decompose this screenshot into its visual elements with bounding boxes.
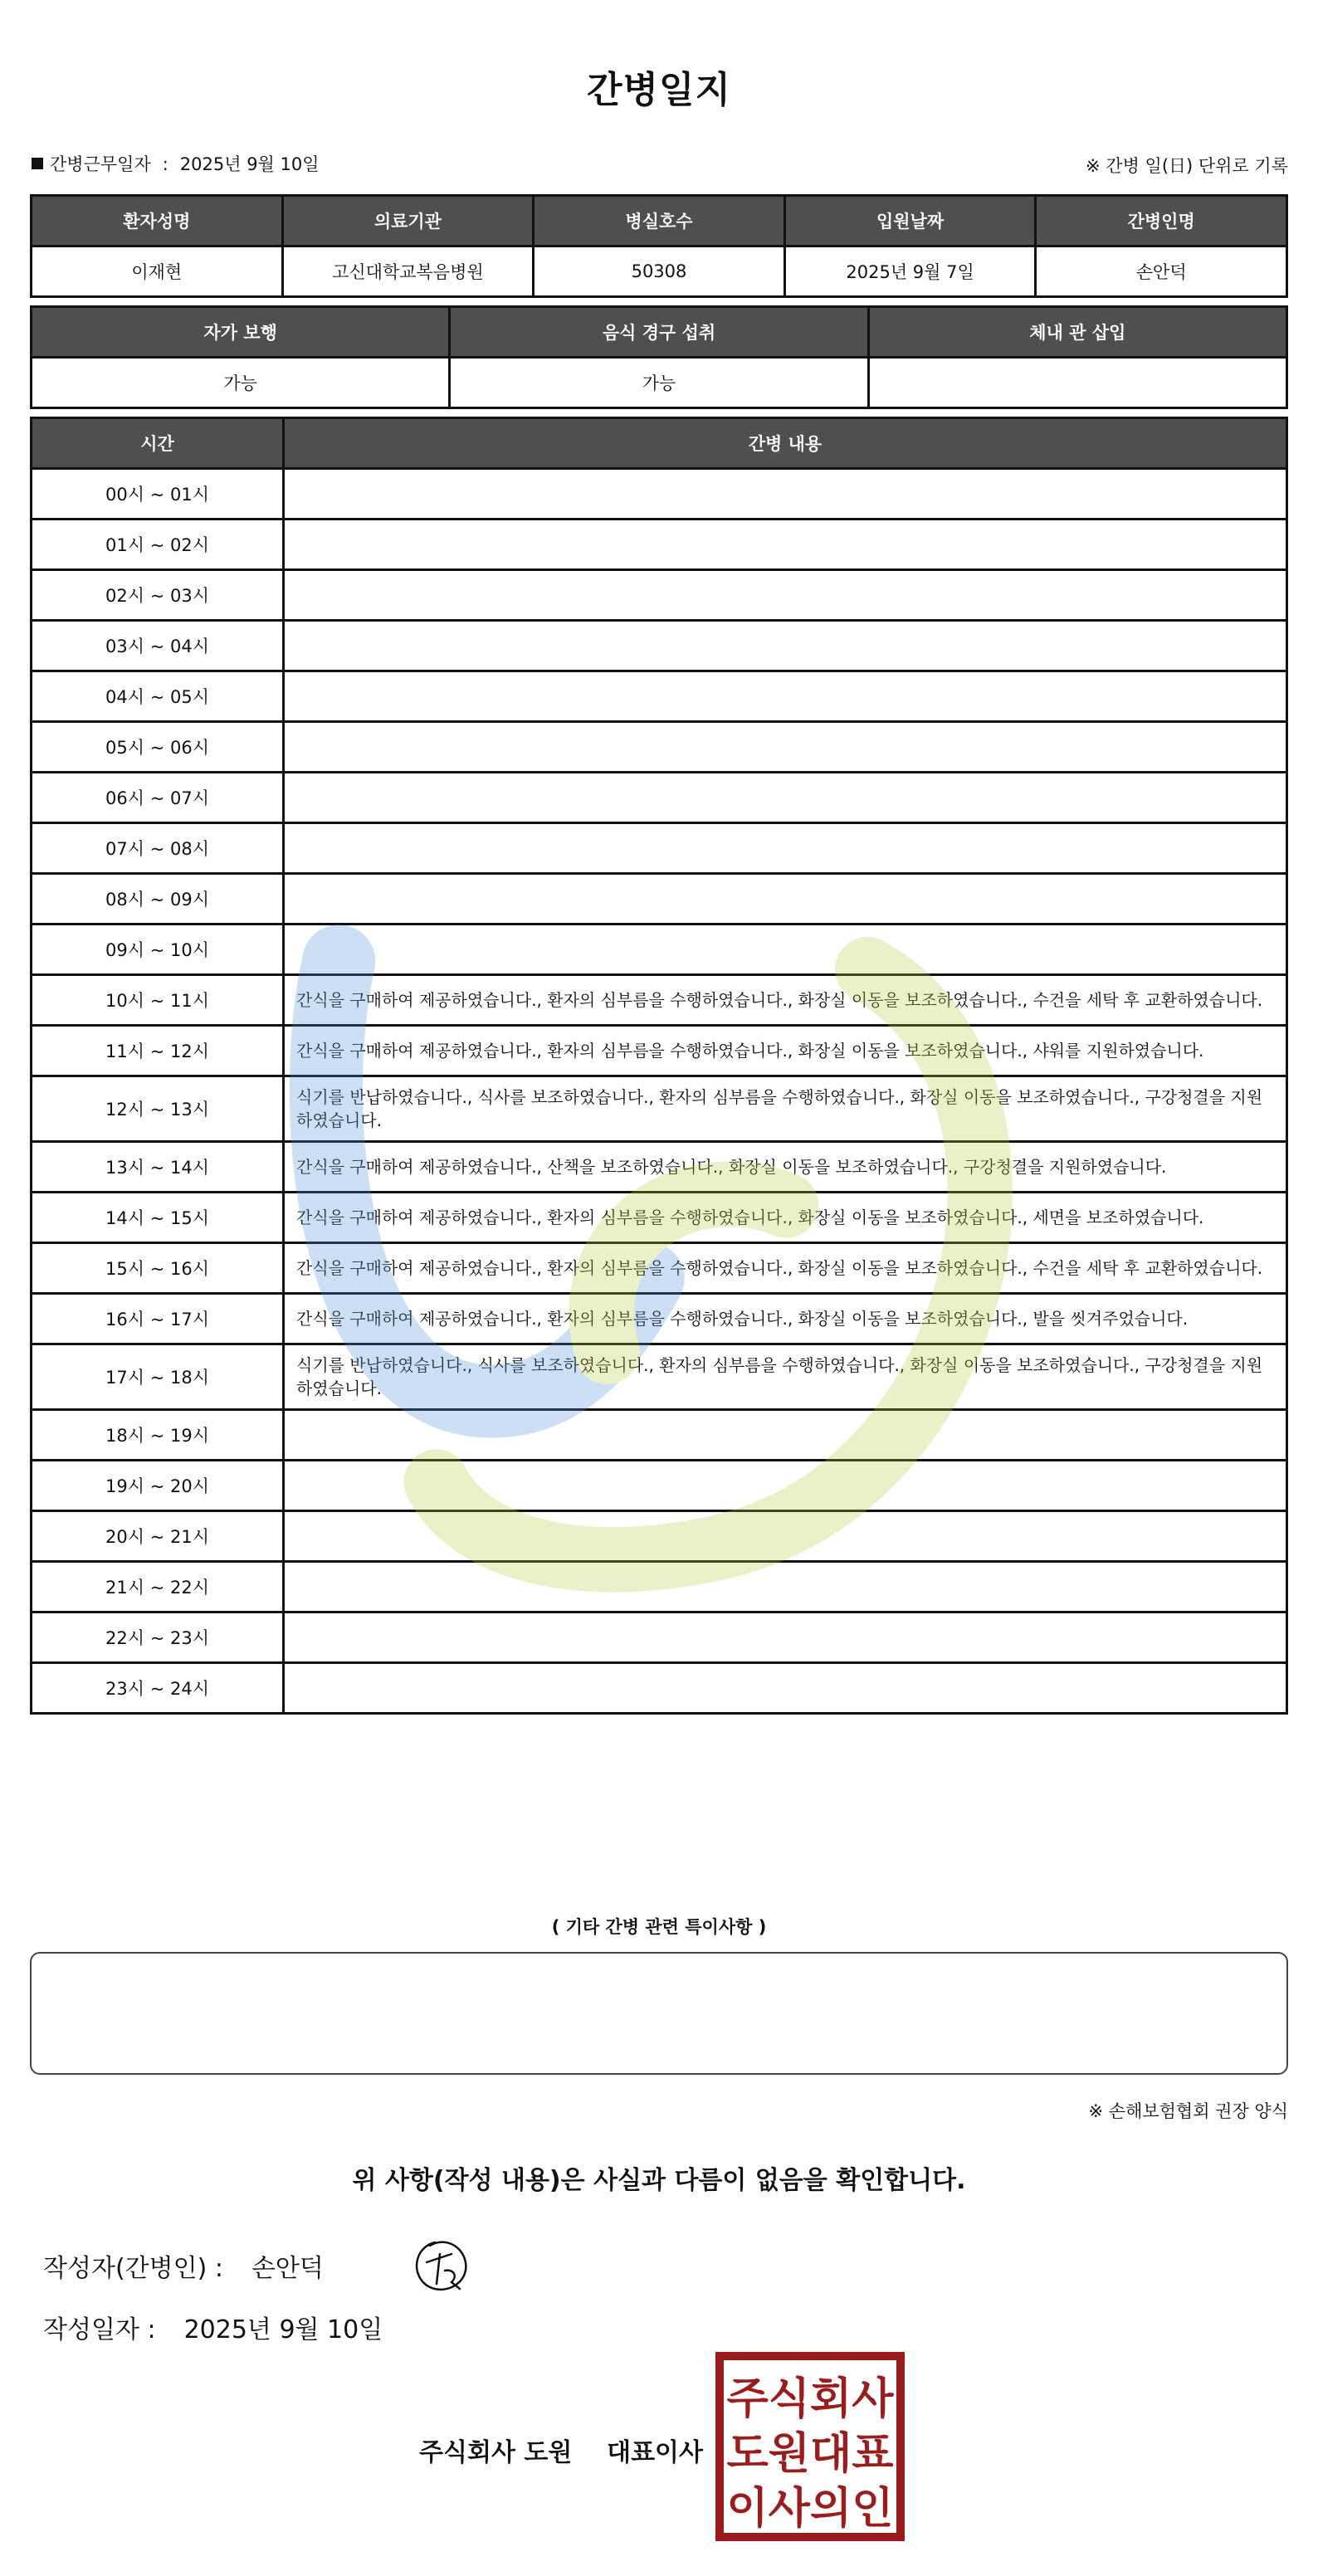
- log-time: 18시 ~ 19시: [32, 1410, 284, 1461]
- header-admission-date: 입원날짜: [784, 196, 1036, 246]
- header-oral-intake: 음식 경구 섭취: [450, 307, 868, 358]
- log-time: 09시 ~ 10시: [32, 925, 284, 975]
- log-content: 간식을 구매하여 제공하였습니다., 산책을 보조하였습니다., 화장실 이동을 보조하였습니다., 구강청결을 지원하였습니다.: [284, 1142, 1287, 1193]
- seal-text-line-2: 도원대표: [726, 2429, 894, 2479]
- duty-date: [32, 151, 320, 176]
- log-row: [32, 1193, 1287, 1243]
- log-content: 식기를 반납하였습니다., 식사를 보조하였습니다., 환자의 심부름을 수행하였습니다., 화장실 이동을 보조하였습니다., 구강청결을 지원하였습니다.: [284, 1344, 1287, 1410]
- log-time: 07시 ~ 08시: [32, 823, 284, 874]
- log-content: [284, 1663, 1287, 1714]
- log-row: [32, 1142, 1287, 1193]
- log-time: 23시 ~ 24시: [32, 1663, 284, 1714]
- log-row: [32, 621, 1287, 671]
- log-row: [32, 520, 1287, 570]
- log-time: 06시 ~ 07시: [32, 773, 284, 823]
- log-content: [284, 1612, 1287, 1663]
- unit-note: ※ 간병 일(日) 단위로 기록: [1086, 156, 1288, 176]
- log-time: 02시 ~ 03시: [32, 570, 284, 621]
- log-content: [284, 1511, 1287, 1562]
- log-time: 13시 ~ 14시: [32, 1142, 284, 1193]
- log-content: [284, 520, 1287, 570]
- log-content: [284, 773, 1287, 823]
- log-content: 간식을 구매하여 제공하였습니다., 환자의 심부름을 수행하였습니다., 화장실 이동을 보조하였습니다., 발을 씻겨주었습니다.: [284, 1294, 1287, 1344]
- header-hospital: 의료기관: [282, 196, 534, 246]
- log-time: 20시 ~ 21시: [32, 1511, 284, 1562]
- log-time: 04시 ~ 05시: [32, 671, 284, 722]
- patient-status-table: [30, 305, 1288, 409]
- log-row: [32, 1511, 1287, 1562]
- form-note: ※ 손해보험협회 권장 양식: [1088, 2101, 1288, 2121]
- room-number: 50308: [534, 246, 785, 297]
- header-patient-name: 환자성명: [32, 196, 283, 246]
- patient-name: 이재현: [32, 246, 283, 297]
- log-time: 00시 ~ 01시: [32, 469, 284, 520]
- seal-text-line-1: 주식회사: [726, 2374, 894, 2424]
- log-time: 08시 ~ 09시: [32, 874, 284, 925]
- log-time: 05시 ~ 06시: [32, 722, 284, 773]
- header-room-number: 병실호수: [534, 196, 785, 246]
- hospital: 고신대학교복음병원: [282, 246, 534, 297]
- handwritten-signature: [402, 2229, 481, 2299]
- log-content: [284, 671, 1287, 722]
- oral-intake-value: 가능: [450, 358, 868, 408]
- company-seal: [715, 2352, 905, 2541]
- log-row: [32, 1344, 1287, 1410]
- remarks-title: ( 기타 간병 관련 특이사항 ): [551, 1917, 767, 1937]
- self-walking-value: 가능: [32, 358, 450, 408]
- writer-name: 손안덕: [251, 2254, 324, 2283]
- log-content: [284, 469, 1287, 520]
- log-content: 간식을 구매하여 제공하였습니다., 환자의 심부름을 수행하였습니다., 화장실 이동을 보조하였습니다., 샤워를 지원하였습니다.: [284, 1026, 1287, 1076]
- log-row: [32, 1461, 1287, 1511]
- care-log-table: [30, 417, 1288, 1715]
- log-row: [32, 1243, 1287, 1294]
- header-self-walking: 자가 보행: [32, 307, 450, 358]
- log-content: [284, 1562, 1287, 1612]
- log-time: 01시 ~ 02시: [32, 520, 284, 570]
- log-content: [284, 874, 1287, 925]
- log-time: 16시 ~ 17시: [32, 1294, 284, 1344]
- log-row: [32, 671, 1287, 722]
- log-time: 11시 ~ 12시: [32, 1026, 284, 1076]
- page-title: 간병일지: [586, 69, 731, 111]
- log-row: [32, 1294, 1287, 1344]
- log-row: [32, 925, 1287, 975]
- log-time: 10시 ~ 11시: [32, 975, 284, 1026]
- log-content: [284, 925, 1287, 975]
- patient-info-table: [30, 194, 1288, 298]
- admission-date: 2025년 9월 7일: [784, 246, 1036, 297]
- log-content: [284, 823, 1287, 874]
- square-bullet-icon: [32, 158, 43, 169]
- writer-label: 작성자(간병인) :: [43, 2254, 223, 2283]
- log-row: [32, 722, 1287, 773]
- log-content: 간식을 구매하여 제공하였습니다., 환자의 심부름을 수행하였습니다., 화장실 이동을 보조하였습니다., 수건을 세탁 후 교환하였습니다.: [284, 975, 1287, 1026]
- caregiver-name: 손안덕: [1036, 246, 1287, 297]
- duty-date-value: 2025년 9월 10일: [179, 154, 320, 174]
- log-row: [32, 773, 1287, 823]
- log-content: [284, 1410, 1287, 1461]
- log-row: [32, 1026, 1287, 1076]
- log-row: [32, 874, 1287, 925]
- written-date-value: 2025년 9월 10일: [183, 2315, 383, 2344]
- header-care-content: 간병 내용: [284, 418, 1287, 469]
- writer-line: [43, 2247, 324, 2284]
- log-row: [32, 823, 1287, 874]
- log-time: 14시 ~ 15시: [32, 1193, 284, 1243]
- header-tube-insertion: 체내 관 삽입: [868, 307, 1286, 358]
- log-row: [32, 975, 1287, 1026]
- header-caregiver-name: 간병인명: [1036, 196, 1287, 246]
- log-row: [32, 1612, 1287, 1663]
- duty-date-separator: :: [162, 154, 168, 174]
- log-content: [284, 621, 1287, 671]
- log-content: 간식을 구매하여 제공하였습니다., 환자의 심부름을 수행하였습니다., 화장실 이동을 보조하였습니다., 세면을 보조하였습니다.: [284, 1193, 1287, 1243]
- log-content: 간식을 구매하여 제공하였습니다., 환자의 심부름을 수행하였습니다., 화장실 이동을 보조하였습니다., 수건을 세탁 후 교환하였습니다.: [284, 1243, 1287, 1294]
- log-time: 17시 ~ 18시: [32, 1344, 284, 1410]
- log-row: [32, 1562, 1287, 1612]
- confirmation-statement: 위 사항(작성 내용)은 사실과 다름이 없음을 확인합니다.: [352, 2166, 966, 2195]
- log-row: [32, 1076, 1287, 1142]
- log-time: 15시 ~ 16시: [32, 1243, 284, 1294]
- duty-date-label: 간병근무일자: [50, 154, 151, 174]
- log-content: 식기를 반납하였습니다., 식사를 보조하였습니다., 환자의 심부름을 수행하였습니다., 화장실 이동을 보조하였습니다., 구강청결을 지원하였습니다.: [284, 1076, 1287, 1142]
- header-time: 시간: [32, 418, 284, 469]
- log-content: [284, 1461, 1287, 1511]
- log-row: [32, 1410, 1287, 1461]
- log-row: [32, 570, 1287, 621]
- written-date-label: 작성일자 :: [43, 2315, 156, 2344]
- seal-text-line-3: 이사의인: [726, 2484, 894, 2534]
- log-row: [32, 1663, 1287, 1714]
- log-time: 21시 ~ 22시: [32, 1562, 284, 1612]
- log-time: 19시 ~ 20시: [32, 1461, 284, 1511]
- log-content: [284, 722, 1287, 773]
- log-time: 12시 ~ 13시: [32, 1076, 284, 1142]
- written-date-line: [43, 2309, 383, 2345]
- remarks-box: [30, 1952, 1288, 2075]
- log-content: [284, 570, 1287, 621]
- log-time: 22시 ~ 23시: [32, 1612, 284, 1663]
- tube-insertion-value: [868, 358, 1286, 408]
- log-row: [32, 469, 1287, 520]
- company-representative: 주식회사 도원 대표이사: [419, 2438, 704, 2467]
- log-time: 03시 ~ 04시: [32, 621, 284, 671]
